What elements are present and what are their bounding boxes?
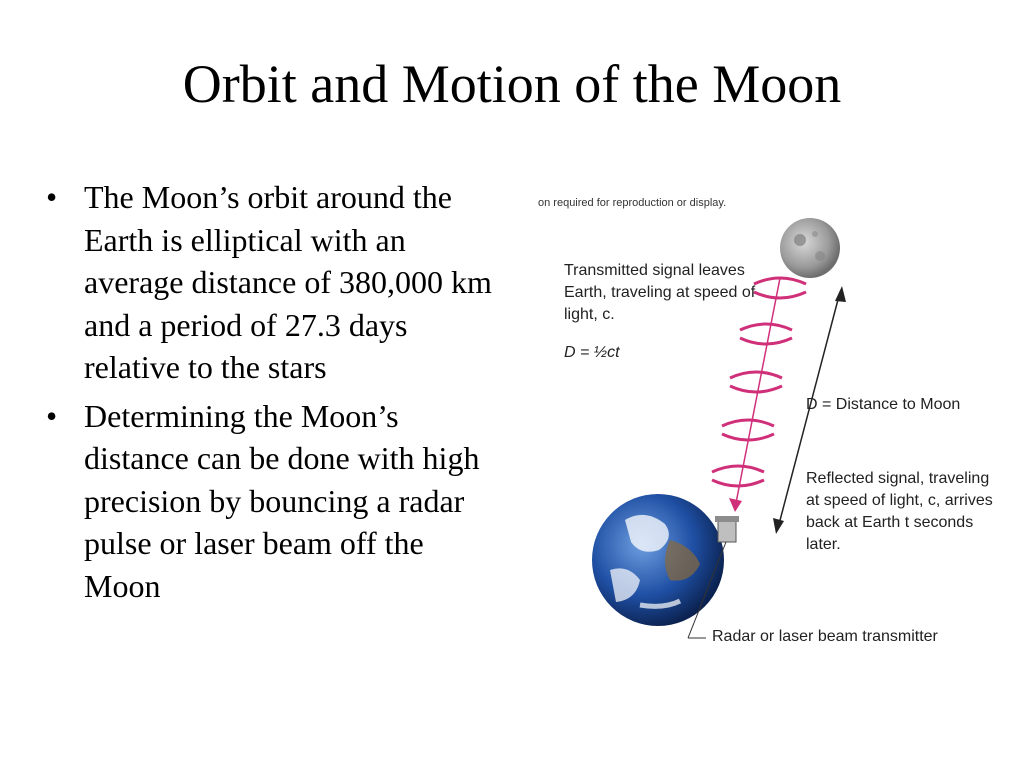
bullet-item (44, 395, 494, 608)
bullet-list (44, 176, 494, 613)
transmitted-signal-label: Transmitted signal leaves Earth, traveling at speed of light, c. (564, 262, 756, 323)
distance-formula: D = ½ct (564, 344, 620, 361)
distance-label: D = Distance to Moon (806, 396, 961, 413)
bullet-item (44, 176, 494, 389)
moon-icon (780, 218, 840, 278)
figure-credit: on required for reproduction or display. (538, 197, 727, 209)
transmitter-icon (715, 516, 739, 542)
bullet-marker: • (46, 179, 58, 215)
earth-icon (592, 494, 724, 626)
slide-title: Orbit and Motion of the Moon (182, 54, 842, 114)
transmitter-label: Radar or laser beam transmitter (712, 628, 938, 645)
earth-moon-ranging-figure (530, 190, 1010, 660)
bullet-text: Determining the Moon’s distance can be done with high precision by bouncing a radar pulse or laser beam off the Moon (84, 397, 480, 604)
bullet-marker: • (46, 397, 58, 434)
reflected-signal-label: Reflected signal, traveling at speed of light, c, arrives back at Earth t seconds later. (806, 470, 993, 553)
bullet-text: The Moon’s orbit around the Earth is elliptical with an average distance of 380,000 km and a period of 27.3 days relative to the stars (84, 179, 492, 385)
